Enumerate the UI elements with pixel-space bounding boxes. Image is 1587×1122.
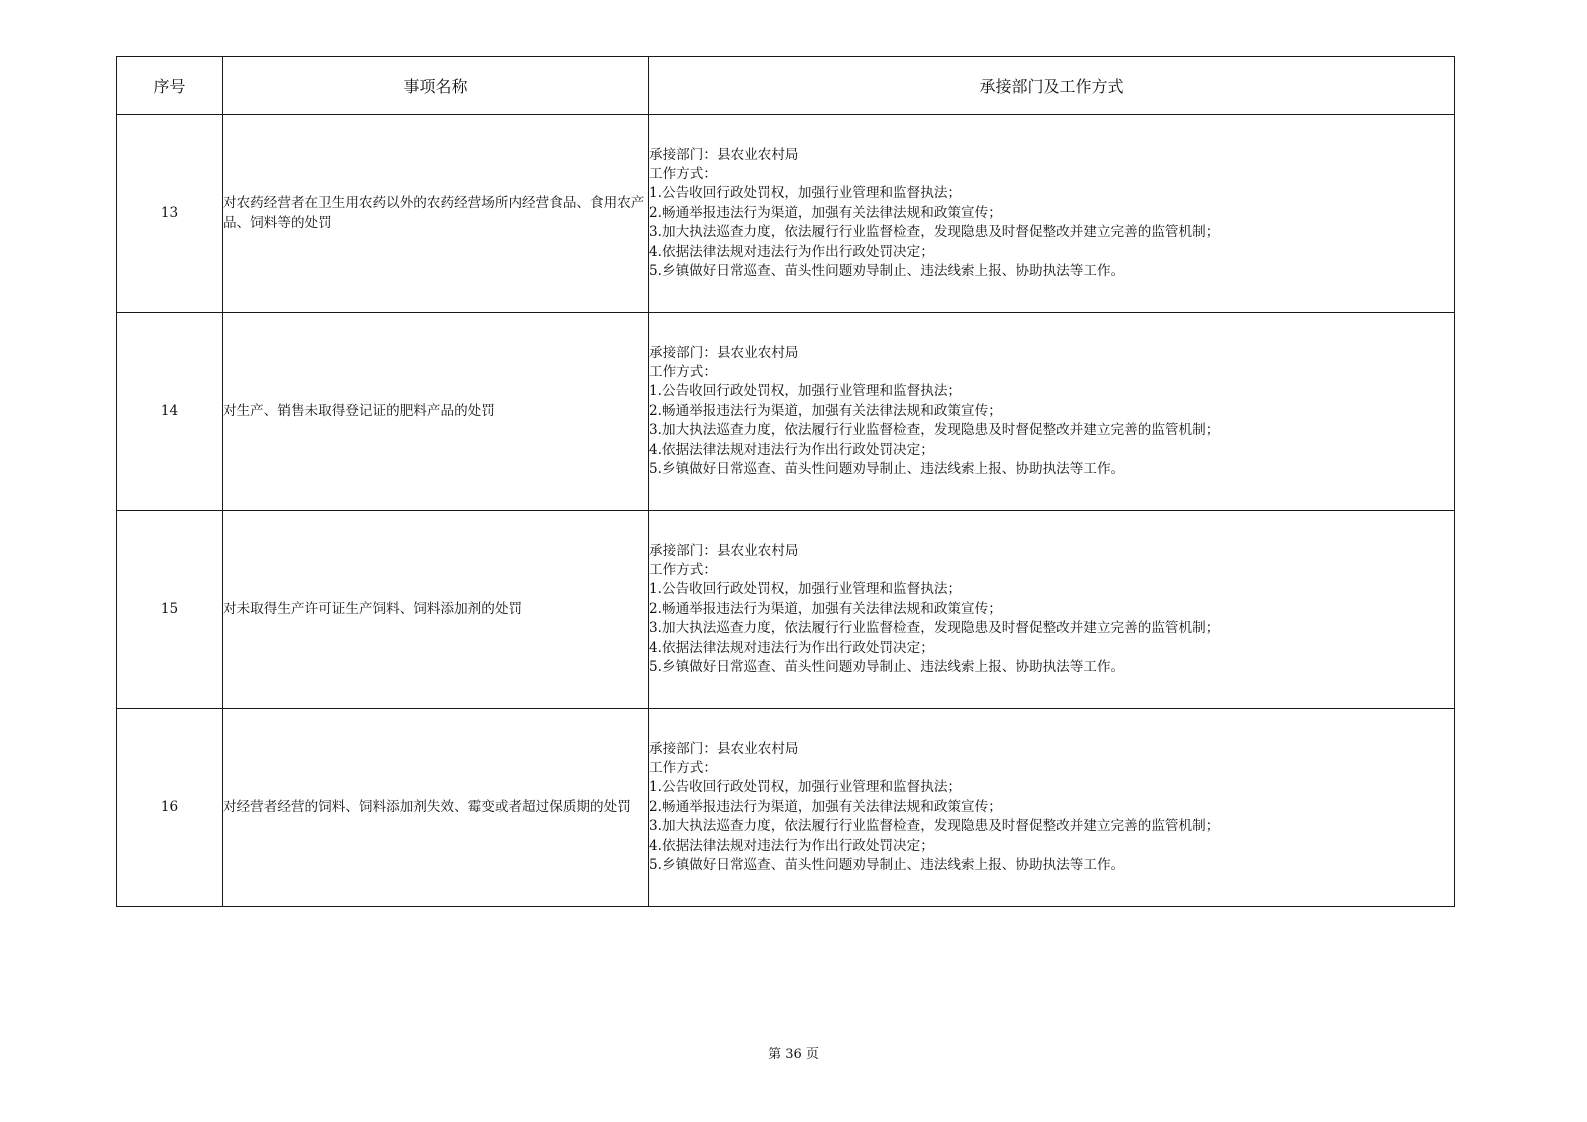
dept-line: 5.乡镇做好日常巡查、苗头性问题劝导制止、违法线索上报、协助执法等工作。	[649, 461, 1125, 478]
table-row	[117, 313, 1455, 511]
row-name: 对未取得生产许可证生产饲料、饲料添加剂的处罚	[223, 511, 649, 709]
row-seq: 13	[117, 115, 223, 313]
row-dept	[649, 709, 1455, 907]
dept-line: 承接部门：县农业农村局	[649, 344, 799, 361]
dept-line: 4.依据法律法规对违法行为作出行政处罚决定；	[649, 441, 934, 458]
row-seq: 15	[117, 511, 223, 709]
dept-line: 3.加大执法巡查力度，依法履行行业监督检查，发现隐患及时督促整改并建立完善的监管机制；	[649, 818, 1220, 835]
header-dept: 承接部门及工作方式	[649, 57, 1455, 115]
dept-line: 4.依据法律法规对违法行为作出行政处罚决定；	[649, 837, 934, 854]
dept-line: 工作方式：	[649, 165, 717, 182]
dept-line: 1.公告收回行政处罚权，加强行业管理和监督执法；	[649, 779, 962, 796]
dept-line: 工作方式：	[649, 759, 717, 776]
dept-line: 工作方式：	[649, 561, 717, 578]
row-name: 对经营者经营的饲料、饲料添加剂失效、霉变或者超过保质期的处罚	[223, 709, 649, 907]
dept-line: 4.依据法律法规对违法行为作出行政处罚决定；	[649, 639, 934, 656]
dept-line: 2.畅通举报违法行为渠道，加强有关法律法规和政策宣传；	[649, 402, 1002, 419]
dept-line: 3.加大执法巡查力度，依法履行行业监督检查，发现隐患及时督促整改并建立完善的监管机制；	[649, 224, 1220, 241]
dept-line: 1.公告收回行政处罚权，加强行业管理和监督执法；	[649, 581, 962, 598]
dept-line: 1.公告收回行政处罚权，加强行业管理和监督执法；	[649, 383, 962, 400]
dept-line: 2.畅通举报违法行为渠道，加强有关法律法规和政策宣传；	[649, 798, 1002, 815]
header-row	[117, 57, 1455, 115]
header-seq: 序号	[117, 57, 223, 115]
table-row	[117, 709, 1455, 907]
dept-line: 2.畅通举报违法行为渠道，加强有关法律法规和政策宣传；	[649, 204, 1002, 221]
dept-line: 承接部门：县农业农村局	[649, 740, 799, 757]
item-table	[116, 56, 1455, 907]
dept-line: 3.加大执法巡查力度，依法履行行业监督检查，发现隐患及时督促整改并建立完善的监管机制；	[649, 620, 1220, 637]
page-number: 第 36 页	[768, 1047, 819, 1062]
row-name: 对农药经营者在卫生用农药以外的农药经营场所内经营食品、食用农产品、饲料等的处罚	[223, 115, 649, 313]
dept-line: 1.公告收回行政处罚权，加强行业管理和监督执法；	[649, 185, 962, 202]
row-dept	[649, 313, 1455, 511]
dept-line: 承接部门：县农业农村局	[649, 146, 799, 163]
dept-line: 2.畅通举报违法行为渠道，加强有关法律法规和政策宣传；	[649, 600, 1002, 617]
row-seq: 16	[117, 709, 223, 907]
header-name: 事项名称	[223, 57, 649, 115]
dept-line: 5.乡镇做好日常巡查、苗头性问题劝导制止、违法线索上报、协助执法等工作。	[649, 263, 1125, 280]
row-dept	[649, 115, 1455, 313]
table-row	[117, 115, 1455, 313]
dept-line: 4.依据法律法规对违法行为作出行政处罚决定；	[649, 243, 934, 260]
row-seq: 14	[117, 313, 223, 511]
dept-line: 5.乡镇做好日常巡查、苗头性问题劝导制止、违法线索上报、协助执法等工作。	[649, 659, 1125, 676]
dept-line: 3.加大执法巡查力度，依法履行行业监督检查，发现隐患及时督促整改并建立完善的监管机制；	[649, 422, 1220, 439]
row-name: 对生产、销售未取得登记证的肥料产品的处罚	[223, 313, 649, 511]
row-dept	[649, 511, 1455, 709]
table-row	[117, 511, 1455, 709]
dept-line: 工作方式：	[649, 363, 717, 380]
dept-line: 5.乡镇做好日常巡查、苗头性问题劝导制止、违法线索上报、协助执法等工作。	[649, 857, 1125, 874]
dept-line: 承接部门：县农业农村局	[649, 542, 799, 559]
